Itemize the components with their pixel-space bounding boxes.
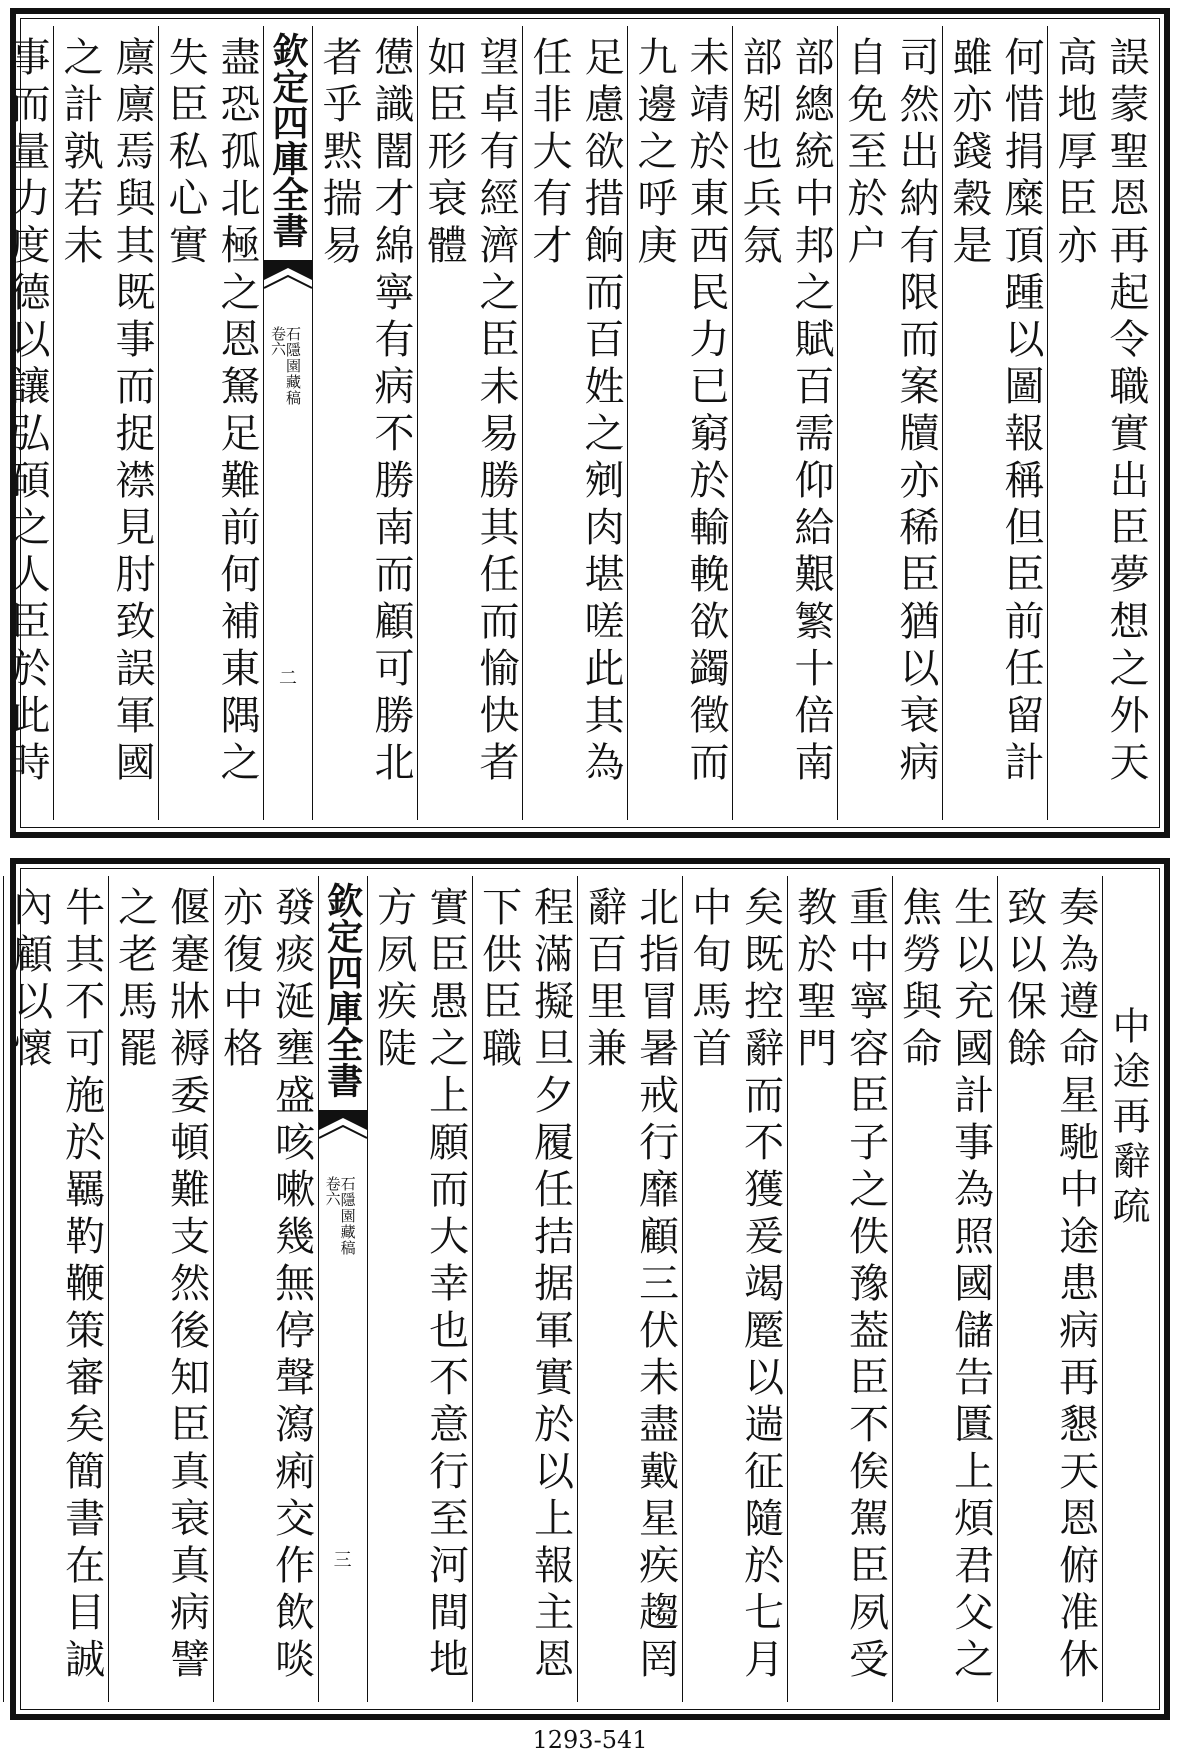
volume-label: 卷六 [269,326,287,356]
text-column: 奏為遵命星馳中途患病再懇天恩俯准休致以保餘 [997,876,1102,1702]
text-columns [4,26,1152,820]
page-number: 1293-541 [532,1726,648,1754]
text-column: 重中寧容臣子之佚豫葢臣不俟駕臣夙受教於聖門 [787,876,892,1702]
book-title: 欽定四庫全書 [321,882,364,1098]
text-column: 發痰涎壅盛咳嗽幾無停聲瀉痢交作飲啖亦復中格 [213,876,318,1702]
text-column: 望卓有經濟之臣未易勝其任而愉快者如臣形衰體 [417,26,522,820]
work-title: 石隱園藏稿 [338,1176,357,1256]
center-fold [318,876,367,1702]
center-fold [263,26,312,820]
text-column: 實臣愚之上願而大幸也不意行至河間地方夙疾陡 [367,876,472,1702]
book-title: 欽定四庫全書 [267,32,309,248]
volume-label: 卷六 [323,1176,342,1206]
text-column: 生以充國計事為照國儲告匱上煩君父之焦勞與命 [892,876,997,1702]
text-column: 事而量力度德以讓弘碩之人臣於此時 [0,26,53,820]
page-top [4,8,1170,838]
text-column: 誤蒙聖恩再起令職實出臣夢想之外天高地厚臣亦 [1047,26,1152,820]
text-column: 偃蹇牀褥委頓難支然後知臣真衰真病譬之老馬罷 [108,876,213,1702]
text-column: 憊識闇才綿寧有病不勝南而顧可勝北者乎黙揣易 [312,26,417,820]
text-column: 何惜捐糜頂踵以圖報稱但臣前任留計雖亦錢穀是 [942,26,1047,820]
page-bottom [6,858,1170,1720]
text-column: 司然出納有限而案牘亦稀臣猶以衰病自免至於户 [837,26,942,820]
text-column: 牛其不可施於羈靮鞭策審矣簡書在目誠內顧以懷 [3,876,108,1702]
text-column: 矣既控辭而不獲爰竭蹷以遄征隨於七月中旬馬首 [682,876,787,1702]
text-column: 程滿擬旦夕履任拮据軍實於以上報主恩下供臣職 [472,876,577,1702]
folio-number: 三 [333,1550,352,1571]
text-columns [6,876,1152,1702]
text-column: 廪廪焉與其既事而捉襟見肘致誤軍國之計孰若未 [53,26,158,820]
fish-tail-ornament-icon [264,258,312,298]
section-title: 中途再辭疏 [1102,876,1152,1702]
text-column: 足慮欲措餉而百姓之剜肉堪嗟此其為任非大有才 [522,26,627,820]
fish-tail-ornament-icon [319,1108,367,1148]
folio-number: 二 [279,668,297,689]
text-column [0,876,3,1702]
text-column: 未靖於東西民力已窮於輸輓欲蠲徵而九邊之呼庚 [627,26,732,820]
text-column: 北指冒暑戒行靡顧三伏未盡戴星疾趨罔辭百里兼 [577,876,682,1702]
text-column: 盡恐孤北極之恩駑足難前何補東隅之失臣私心實 [158,26,263,820]
text-column: 部總統中邦之賦百需仰給艱繁十倍南部矧也兵氛 [732,26,837,820]
work-title: 石隱園藏稿 [284,326,302,406]
